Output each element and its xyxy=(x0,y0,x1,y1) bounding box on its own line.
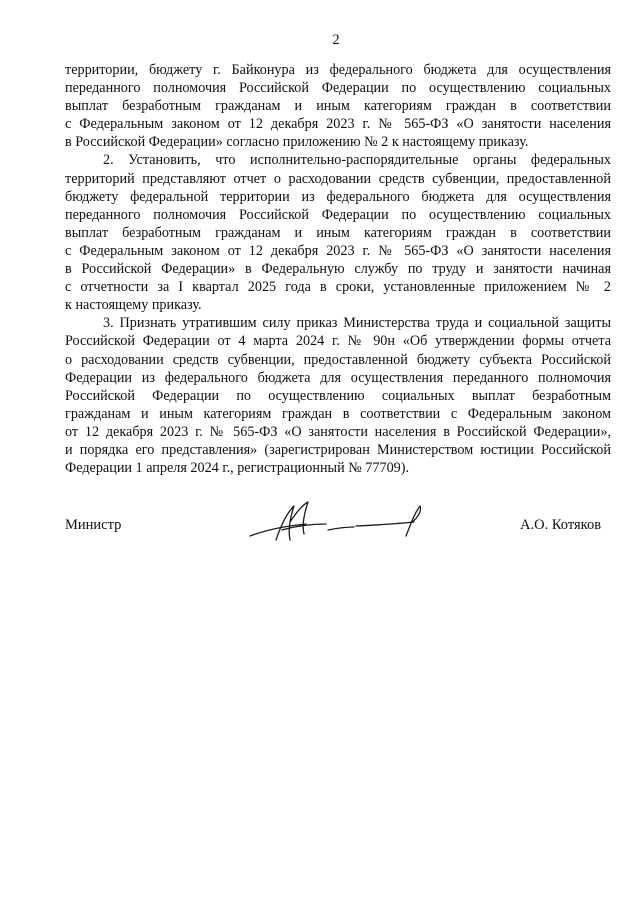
text-line: от 12 декабря 2023 г. № 565-ФЗ «О занятости населения в Российской Федерации», xyxy=(65,423,611,440)
text-line: в Российской Федерации» согласно приложению № 2 к настоящему приказу. xyxy=(65,134,529,151)
text-line: и порядка его представления» (зарегистрирован Министерством юстиции Российской xyxy=(65,441,611,458)
text-line: к настоящему приказу. xyxy=(65,297,202,314)
text-line: выплат безработным гражданам и иным категориям граждан в соответствии xyxy=(65,224,611,241)
paragraph-1-continued xyxy=(65,61,611,151)
text-line: 2. Установить, что исполнительно-распорядительные органы федеральных xyxy=(103,152,611,169)
signatory-title: Министр xyxy=(65,517,122,533)
paragraph-3 xyxy=(65,314,611,477)
document-body xyxy=(65,61,611,477)
text-line: Российской Федерации от 4 марта 2024 г. № 90н «Об утверждении формы отчета xyxy=(65,333,611,350)
text-line: переданного полномочия Российской Федерации по осуществлению социальных xyxy=(65,206,611,223)
signatory-name: А.О. Котяков xyxy=(520,517,602,533)
text-line: с Федеральным законом от 12 декабря 2023 г. № 565-ФЗ «О занятости населения xyxy=(65,242,611,259)
text-line: бюджету федеральной территории из федерального бюджета для осуществления xyxy=(65,188,611,205)
text-line: Федерации 1 апреля 2024 г., регистрационный № 77709). xyxy=(65,460,410,477)
paragraph-2 xyxy=(65,151,611,314)
text-line: с Федеральным законом от 12 декабря 2023 г. № 565-ФЗ «О занятости населения xyxy=(65,116,611,133)
text-line: с отчетности за I квартал 2025 года в сроки, установленные приложением № 2 xyxy=(65,279,611,296)
signature-block xyxy=(0,512,640,552)
text-line: гражданам и иным категориям граждан в соответствии с Федеральным законом xyxy=(65,405,611,422)
text-line: переданного полномочия Российской Федерации по осуществлению социальных xyxy=(65,80,611,97)
text-line: Федерации из федерального бюджета для осуществления переданного полномочия xyxy=(65,369,611,386)
text-line: в Российской Федерации» в Федеральную службу по труду и занятости начиная xyxy=(65,261,611,278)
text-line: Российской Федерации по осуществлению социальных выплат безработным xyxy=(65,387,611,404)
handwritten-signature xyxy=(246,500,426,544)
text-line: территории, бюджету г. Байконура из федерального бюджета для осуществления xyxy=(65,62,611,78)
text-line: о расходовании средств субвенции, предоставленной бюджету субъекта Российской xyxy=(65,351,611,368)
text-line: 3. Признать утратившим силу приказ Министерства труда и социальной защиты xyxy=(103,315,611,332)
page-number: 2 xyxy=(332,32,340,48)
text-line: выплат безработным гражданам и иным категориям граждан в соответствии xyxy=(65,98,611,115)
text-line: территорий представляют отчет о расходовании средств субвенции, предоставленной xyxy=(65,170,611,187)
